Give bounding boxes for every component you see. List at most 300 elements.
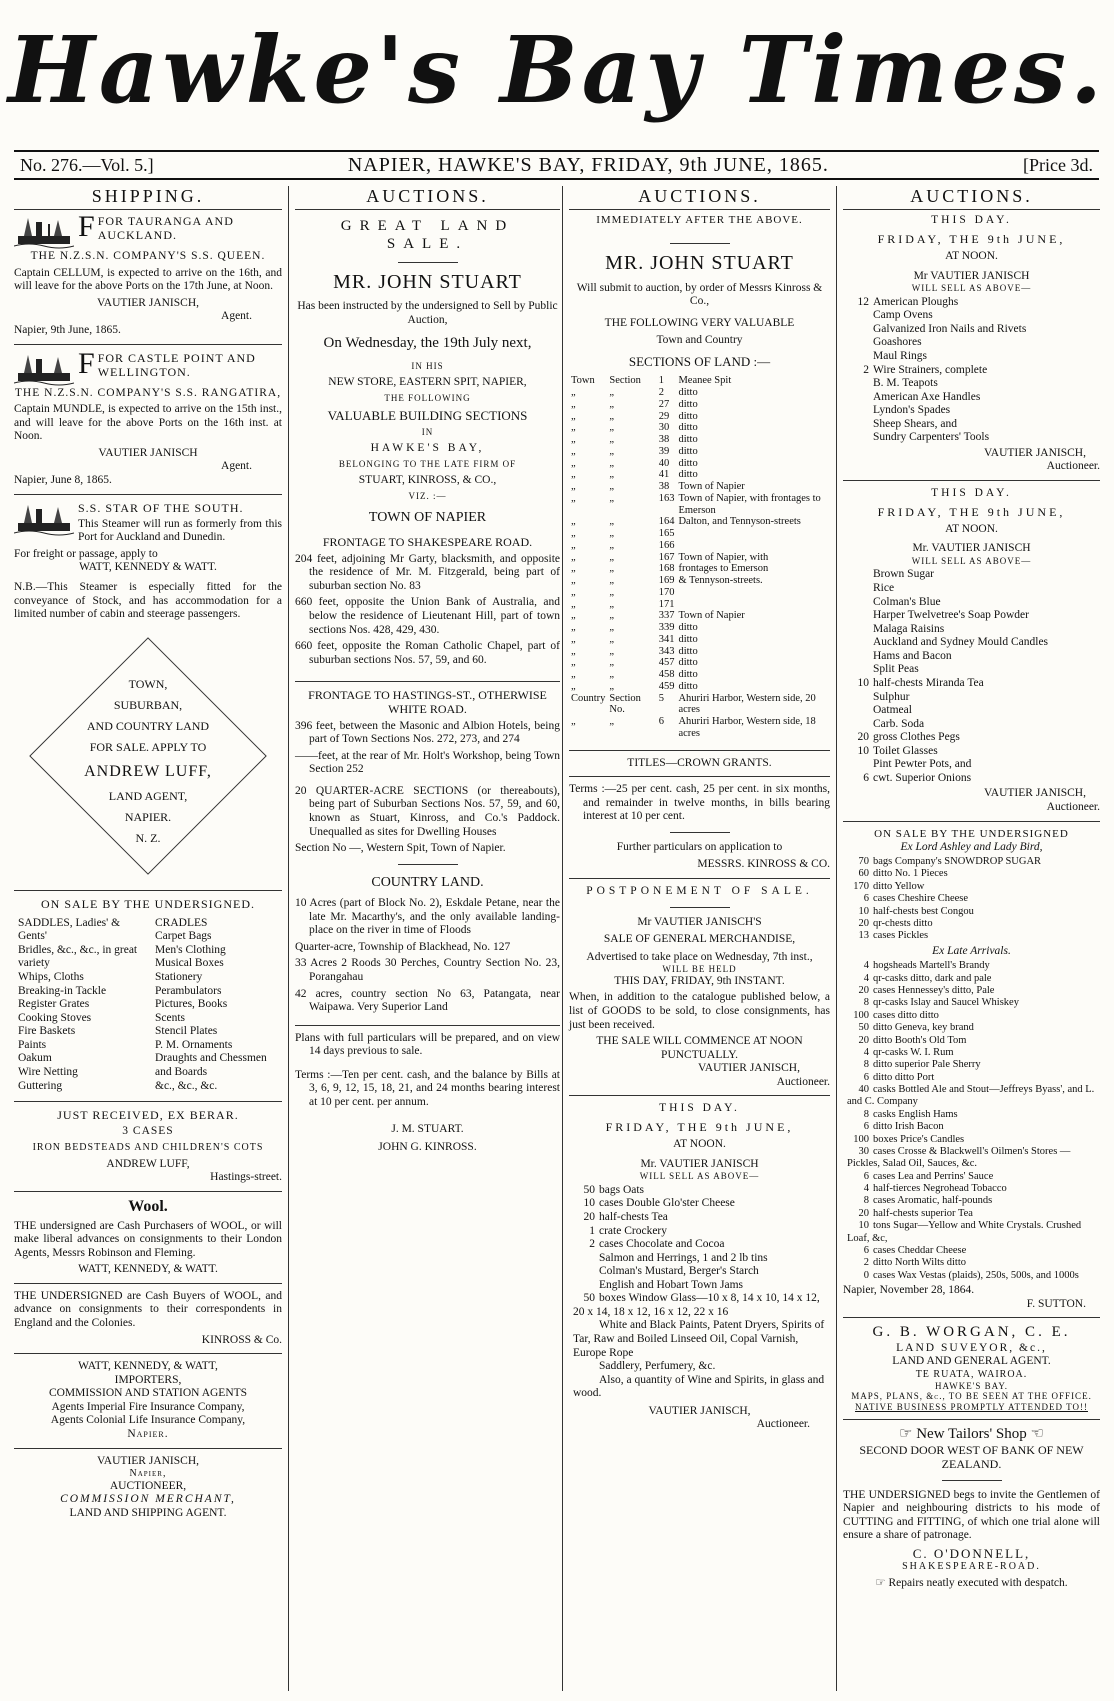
table-cell: 343 — [658, 645, 675, 657]
ship-ad-castlepoint: F FOR CASTLE POINT AND WELLINGTON. — [14, 351, 282, 387]
issue-number: No. 276.—Vol. 5.] — [20, 154, 154, 175]
table-cell: 171 — [658, 598, 675, 610]
pointing-hand-icon: ☞ — [899, 1425, 913, 1442]
messrs: MESSRS. KINROSS & CO. — [697, 858, 830, 871]
received-name: ANDREW LUFF, — [106, 1157, 190, 1170]
table-row — [569, 575, 830, 587]
list-item: Salmon and Herrings, 1 and 2 lb tins — [599, 1251, 768, 1264]
table-cell: „ — [571, 610, 576, 622]
table-cell: „ — [571, 645, 576, 657]
list-item: Galvanized Iron Nails and Rivets — [873, 322, 1027, 335]
list-item: Pint Pewter Pots, and — [873, 758, 972, 771]
list-item: 4 hogsheads Martell's Brandy — [863, 960, 990, 972]
list-item: Stencil Plates — [155, 1025, 218, 1038]
table-cell: „ — [609, 398, 615, 410]
table-cell: Dalton, and Tennyson-streets — [678, 516, 801, 528]
table-cell: ditto — [678, 445, 698, 457]
list-item: Register Grates — [18, 998, 90, 1011]
diamond-line: LAND AGENT, — [108, 788, 188, 803]
steamship-icon — [14, 214, 74, 250]
list-item: 8 casks English Hams — [863, 1108, 958, 1120]
list-item: 100 cases ditto ditto — [853, 1009, 939, 1021]
table-cell: ditto — [678, 410, 698, 422]
list-item: Colman's Blue — [873, 595, 941, 608]
list-item: Cooking Stoves — [18, 1011, 92, 1024]
list-item: 13 cases Pickles — [858, 930, 929, 942]
table-cell: 41 — [658, 469, 670, 481]
section-item: Section No —, Western Spit, Town of Napier. — [295, 842, 506, 855]
pointing-hand-icon: ☞ — [875, 1576, 886, 1589]
list-item: B. M. Teapots — [873, 377, 938, 390]
list-item: 4 qr-casks ditto, dark and pale — [863, 972, 992, 984]
table-cell: „ — [571, 716, 576, 728]
table-row — [569, 634, 830, 646]
goods-list — [573, 1184, 830, 1401]
wkw-line: COMMISSION AND STATION AGENTS — [48, 1387, 248, 1400]
wkw-name: WATT, KENNEDY, & WATT, — [78, 1360, 218, 1373]
table-row — [569, 563, 830, 575]
list-item: P. M. Ornaments — [155, 1038, 233, 1051]
noon-line: AT NOON. — [945, 522, 998, 535]
section-item: 660 feet, opposite the Roman Catholic Chapel, part of suburban sections Nos. 57, 59, and 60. — [295, 640, 560, 666]
table-cell: 167 — [658, 551, 675, 563]
ship-date: Napier, June 8, 1865. — [14, 473, 112, 486]
table-cell: „ — [571, 539, 576, 551]
table-cell: „ — [609, 680, 615, 692]
table-row — [569, 552, 830, 564]
table-cell: Ahuriri Harbor, Western side, 20 acres — [678, 692, 816, 716]
worgan-line: LAND AND GENERAL AGENT. — [892, 1355, 1051, 1368]
vj-line: Mr. VAUTIER JANISCH — [640, 1157, 759, 1170]
worgan-line: NATIVE BUSINESS PROMPTLY ATTENDED TO!! — [855, 1402, 1088, 1412]
tailor-body: THE UNDERSIGNED begs to invite the Gentlemen of Napier and neighbouring districts to his mode of CUTTING and FITTING, of which one trial alone will ensure a share of patronage. — [843, 1488, 1100, 1542]
table-cell: Section No. — [609, 692, 641, 716]
list-item: 6 cases Lea and Perrins' Sauce — [863, 1170, 994, 1182]
newspaper-title: Hawke's Bay Times. — [8, 16, 1106, 124]
auction-line: Town and Country — [656, 334, 743, 347]
list-item: 20 qr-chests ditto — [858, 917, 933, 929]
list-item: Maul Rings — [873, 349, 927, 362]
goods-list — [847, 960, 1100, 1282]
list-item: 50 bags Oats — [583, 1183, 645, 1196]
postponement-title: POSTPONEMENT OF SALE. — [586, 885, 813, 897]
table-cell: & Tennyson-streets. — [678, 575, 763, 587]
table-cell: 164 — [658, 516, 675, 528]
postpone-line: THIS DAY, FRIDAY, 9th INSTANT. — [614, 974, 785, 987]
list-item: 60 ditto No. 1 Pieces — [858, 868, 948, 880]
frontage-heading: FRONTAGE TO SHAKESPEARE ROAD. — [322, 534, 533, 549]
table-cell: 29 — [658, 410, 670, 422]
ship-body: Captain CELLUM, is expected to arrive on the 16th, and will leave for the above Ports on the 17th June, at Noon. — [14, 266, 282, 293]
worgan-line: HAWKE'S BAY. — [935, 1380, 1008, 1391]
received-place: Hastings-street. — [210, 1171, 282, 1184]
table-cell: „ — [609, 551, 615, 563]
noon-line: AT NOON. — [945, 249, 998, 262]
list-item: Bridles, &c., &c., in great variety — [18, 943, 138, 970]
table-cell: ditto — [678, 633, 698, 645]
table-cell: 39 — [658, 445, 670, 457]
table-cell: „ — [609, 657, 615, 669]
list-item: 6 cwt. Superior Onions — [863, 771, 972, 784]
auctions-heading: AUCTIONS. — [295, 186, 560, 210]
table-cell: „ — [609, 716, 615, 728]
ship-agent-role: Agent. — [221, 310, 252, 323]
auction-line: VALUABLE BUILDING SECTIONS — [327, 407, 528, 423]
land-sale-diamond — [28, 636, 268, 876]
list-item: English and Hobart Town Jams — [599, 1278, 743, 1291]
worgan-line: MAPS, PLANS, &c., TO BE SEEN AT THE OFFICE. — [851, 1391, 1092, 1402]
table-row — [569, 422, 830, 434]
table-row — [569, 469, 830, 481]
tailor-place: SHAKESPEARE-ROAD. — [902, 1561, 1041, 1573]
table-cell: 163 — [658, 492, 675, 504]
section-item: 660 feet, opposite the Union Bank of Australia, and below the residence of Lieutenant Hill, part of town sections Nos. 428, 429, 430. — [295, 596, 560, 636]
auction-line: HAWKE'S BAY, — [370, 441, 485, 454]
list-item: White and Black Paints, Patent Dryers, Spirits of Tar, Raw and Boiled Linseed Oil, Copal Varnish, Europe Rope — [573, 1319, 825, 1359]
this-day: THIS DAY. — [931, 487, 1012, 499]
list-item: 6 cases Cheddar Cheese — [863, 1244, 967, 1256]
table-cell: „ — [609, 492, 615, 504]
table-cell: Section — [609, 375, 641, 387]
table-cell: ditto — [678, 622, 698, 634]
column-1 — [14, 186, 282, 1691]
table-cell: 5 — [658, 692, 664, 704]
table-cell: „ — [609, 669, 615, 681]
auctions-heading: AUCTIONS. — [843, 186, 1100, 210]
list-item: 30 cases Crosse & Blackwell's Oilmen's Stores —Pickles, Salad Oil, Sauces, &c. — [847, 1145, 1071, 1170]
list-item: Carb. Soda — [873, 717, 925, 730]
ship-title: S.S. STAR OF THE SOUTH. — [78, 500, 244, 515]
list-item: Brown Sugar — [873, 568, 935, 581]
auction-line: SECTIONS OF LAND :— — [628, 354, 771, 370]
table-row — [569, 528, 830, 540]
table-cell — [676, 528, 830, 540]
diamond-agent-name: ANDREW LUFF, — [84, 762, 212, 780]
vj-line: COMMISSION MERCHANT, — [60, 1493, 236, 1506]
table-cell: 2 — [658, 387, 664, 399]
diamond-line: TOWN, — [128, 676, 168, 691]
table-row — [569, 434, 830, 446]
table-cell: „ — [571, 387, 576, 399]
goods-list — [847, 296, 1100, 445]
auction-title: IMMEDIATELY AFTER THE ABOVE. — [596, 214, 803, 227]
shipping-heading: SHIPPING. — [14, 186, 282, 210]
ship-agent: VAUTIER JANISCH, — [96, 296, 200, 309]
table-cell: „ — [609, 598, 615, 610]
table-row — [569, 411, 830, 423]
table-cell: 165 — [658, 528, 675, 540]
list-item: 20 half-chests superior Tea — [858, 1207, 973, 1219]
table-cell: „ — [609, 622, 615, 634]
table-cell: „ — [571, 669, 576, 681]
table-cell: ditto — [678, 669, 698, 681]
onsale-title: ON SALE BY THE UNDERSIGNED. — [41, 896, 255, 911]
worgan-line: TE RUATA, WAIROA. — [915, 1368, 1028, 1380]
table-cell: ditto — [678, 645, 698, 657]
table-row — [569, 399, 830, 411]
titles-note: TITLES—CROWN GRANTS. — [627, 756, 772, 769]
vj-name: VAUTIER JANISCH, — [96, 1454, 200, 1467]
auction-line: NEW STORE, EASTERN SPIT, NAPIER, — [328, 375, 527, 388]
tailor-title: New Tailors' Shop — [916, 1425, 1027, 1442]
table-cell: „ — [609, 445, 615, 457]
auction-title: GREAT LAND SALE. — [340, 218, 515, 252]
table-cell: Town of Napier — [678, 481, 745, 493]
section-item: 20 QUARTER-ACRE SECTIONS (or thereabouts), being part of Suburban Sections Nos. 57, 59, and 60, known as Stuart, Kinross, and Co.'s Paddock. Unequalled as sites for Dwelling Houses — [295, 784, 560, 838]
table-cell: „ — [571, 528, 576, 540]
table-cell: 459 — [658, 680, 675, 692]
table-cell: 341 — [658, 633, 675, 645]
postpone-line: Mr VAUTIER JANISCH'S — [637, 915, 762, 928]
further-note: Further particulars on application to — [616, 840, 783, 853]
this-day: THIS DAY. — [659, 1102, 740, 1115]
terms-note: Terms :—Ten per cent. cash, and the balance by Bills at 3, 6, 9, 12, 15, 18, 21, and 24 months bearing interest at 10 per cent. per annum. — [295, 1068, 560, 1108]
onsale-lists — [14, 915, 282, 1095]
table-cell: „ — [609, 610, 615, 622]
list-item: Pictures, Books — [155, 998, 228, 1011]
dateline — [14, 150, 1099, 180]
terms-note: Terms :—25 per cent. cash, 25 per cent. in six months, and remainder in twelve months, in bills bearing interest at 10 per cent. — [569, 783, 830, 823]
table-cell: „ — [609, 586, 615, 598]
onsale-sub: Ex Lord Ashley and Lady Bird, — [900, 840, 1043, 853]
table-cell: „ — [571, 457, 576, 469]
table-cell: „ — [609, 575, 615, 587]
friday-line: FRIDAY, THE 9th JUNE, — [605, 1119, 794, 1134]
signature: F. SUTTON. — [1026, 1297, 1086, 1310]
list-item: 40 casks Bottled Ale and Stout—Jeffreys Byass', and L. and C. Company — [847, 1084, 1095, 1108]
list-item: 10 half-chests best Congou — [858, 905, 974, 917]
table-cell — [676, 540, 830, 552]
table-cell: „ — [609, 387, 615, 399]
price: [Price 3d. — [1023, 154, 1093, 175]
auction-date: On Wednesday, the 19th July next, — [323, 335, 532, 352]
signature: VAUTIER JANISCH, — [983, 446, 1086, 459]
tailor-name: C. O'DONNELL, — [912, 1545, 1031, 1561]
list-item: Guttering — [18, 1079, 63, 1092]
goods-list — [847, 856, 1100, 943]
signature: JOHN G. KINROSS. — [378, 1141, 477, 1154]
auction-line: VIZ. :— — [408, 491, 447, 502]
onsale-date: Napier, November 28, 1864. — [843, 1284, 975, 1297]
diamond-line: AND COUNTRY LAND — [86, 718, 210, 733]
table-cell: „ — [571, 586, 576, 598]
table-cell: „ — [571, 398, 576, 410]
table-cell: Town of Napier — [678, 610, 745, 622]
list-item: 2 Wire Strainers, complete — [863, 363, 988, 376]
auction-line: IN — [421, 427, 434, 438]
place-date: NAPIER, HAWKE'S BAY, FRIDAY, 9th JUNE, 1865. — [347, 153, 829, 176]
table-cell: „ — [609, 434, 615, 446]
received-items: IRON BEDSTEADS AND CHILDREN'S COTS — [32, 1141, 264, 1153]
list-item: Rice — [873, 582, 895, 595]
table-row — [569, 646, 830, 658]
ship-company: THE N.Z.S.N. COMPANY'S S.S. QUEEN. — [30, 250, 266, 263]
table-cell: „ — [571, 410, 576, 422]
table-row — [569, 657, 830, 669]
masthead — [0, 0, 1114, 150]
diamond-line: SUBURBAN, — [113, 697, 183, 712]
list-item: Malaga Raisins — [873, 622, 945, 635]
list-item: Stationery — [155, 971, 203, 984]
tailor-sub: SECOND DOOR WEST OF BANK OF NEW ZEALAND. — [859, 1443, 1084, 1472]
list-item: 2 cases Chocolate and Cocoa — [589, 1238, 725, 1251]
column-4 — [836, 186, 1100, 1691]
will-sell: WILL SELL AS ABOVE— — [911, 283, 1032, 294]
list-item: Fire Baskets — [18, 1025, 76, 1038]
table-cell: 166 — [658, 539, 675, 551]
ship-ad-star — [14, 501, 282, 548]
wkw-line: IMPORTERS, — [114, 1373, 182, 1386]
signature-role: Auctioneer. — [1046, 460, 1100, 473]
list-item: 20 ditto Booth's Old Tom — [858, 1034, 967, 1046]
table-row — [569, 458, 830, 470]
table-cell: 168 — [658, 563, 675, 575]
wool-body: THE UNDERSIGNED are Cash Buyers of WOOL, and advance on consignments to their correspondents in England and the Colonies. — [14, 1289, 282, 1329]
onsale-left-list — [18, 917, 145, 1093]
list-item: Sulphur — [873, 690, 910, 703]
table-cell: „ — [571, 492, 576, 504]
table-cell: „ — [571, 657, 576, 669]
table-row — [569, 387, 830, 399]
table-cell: „ — [609, 469, 615, 481]
table-cell: Town — [571, 375, 595, 387]
list-item: Hams and Bacon — [873, 649, 952, 662]
table-cell: „ — [609, 563, 615, 575]
table-cell: 1 — [658, 375, 664, 387]
vj-line: Napier, — [129, 1468, 167, 1480]
auction-line: STUART, KINROSS, & CO., — [358, 473, 497, 486]
ship-body: This Steamer will run as formerly from this Port for Auckland and Dunedin. — [78, 517, 282, 544]
table-cell: 457 — [658, 657, 675, 669]
table-cell: „ — [609, 457, 615, 469]
table-row — [569, 587, 830, 599]
tailor-repairs: Repairs neatly executed with despatch. — [888, 1576, 1068, 1589]
list-item: Men's Clothing — [155, 943, 226, 956]
auction-intro: Has been instructed by the undersigned to Sell by Public Auction, — [297, 300, 558, 326]
received-title: JUST RECEIVED, EX BERAR. — [57, 1108, 239, 1123]
table-cell: „ — [609, 633, 615, 645]
ship-title: FOR TAURANGA AND AUCKLAND. — [97, 214, 234, 243]
auction-line: IN HIS — [411, 361, 444, 372]
table-cell: 169 — [658, 575, 675, 587]
list-item: 12 American Ploughs — [857, 295, 959, 308]
list-item: Harper Twelvetree's Soap Powder — [873, 609, 1029, 622]
wkw-line: Agents Colonial Life Insurance Company, — [50, 1414, 246, 1427]
list-item: 70 bags Company's SNOWDROP SUGAR — [858, 856, 1042, 868]
signature-role: Auctioneer. — [756, 1418, 810, 1431]
list-item: 10 cases Double Glo'ster Cheese — [583, 1197, 735, 1210]
diamond-line: N. Z. — [135, 830, 161, 845]
signature: VAUTIER JANISCH, — [648, 1404, 751, 1417]
table-cell: „ — [571, 575, 576, 587]
table-cell: „ — [609, 539, 615, 551]
auction-line: THE FOLLOWING — [384, 393, 471, 404]
country-item: 33 Acres 2 Roods 30 Perches, Country Section No. 23, Porangahau — [295, 957, 560, 983]
list-item: 4 half-tierces Negrohead Tobacco — [863, 1183, 1007, 1195]
postpone-line: WILL BE HELD — [662, 964, 737, 975]
table-cell: „ — [571, 422, 576, 434]
list-item: 8 cases Aromatic, half-pounds — [863, 1195, 993, 1207]
table-cell: ditto — [678, 680, 698, 692]
list-item: 10 tons Sugar—Yellow and White Crystals. Crushed Loaf, &c, — [847, 1220, 1082, 1244]
ship-body: Captain MUNDLE, is expected to arrive on the 15th inst., and will leave for the above Ports on the 16th inst. at Noon. — [14, 403, 282, 443]
table-row — [569, 375, 830, 387]
table-cell: „ — [609, 528, 615, 540]
country-item: Quarter-acre, Township of Blackhead, No. 127 — [295, 940, 511, 953]
table-row — [569, 681, 830, 693]
list-item: Scents — [155, 1011, 186, 1024]
tailor-title-row — [843, 1426, 1100, 1444]
table-cell: „ — [571, 633, 576, 645]
list-item: Carpet Bags — [155, 930, 212, 943]
list-item: 10 Toilet Glasses — [857, 744, 938, 757]
postpone-line: When, in addition to the catalogue published below, a list of GOODS to be sold, to close consignments, has just been received. — [569, 991, 830, 1031]
vj-line: AUCTIONEER, — [109, 1479, 187, 1492]
noon-line: AT NOON. — [673, 1138, 726, 1151]
auctions-heading: AUCTIONS. — [569, 186, 830, 210]
table-cell: 458 — [658, 669, 675, 681]
list-item: 0 cases Wax Vestas (plaids), 250s, 500s, and 1000s — [863, 1269, 1079, 1281]
wool-signature: KINROSS & Co. — [201, 1333, 282, 1346]
section-item: 204 feet, adjoining Mr Garty, blacksmith, and opposite the residence of Mr. M. Fitzgerald, being part of suburban section No. 83 — [295, 552, 560, 592]
town-heading: TOWN OF NAPIER — [368, 510, 487, 526]
list-item: 50 ditto Geneva, key brand — [858, 1022, 974, 1034]
onsale-title: ON SALE BY THE UNDERSIGNED — [874, 827, 1069, 840]
table-cell: ditto — [678, 422, 698, 434]
list-item: Whips, Cloths — [18, 971, 84, 984]
signature-role: Auctioneer. — [1046, 801, 1100, 814]
table-cell: „ — [571, 598, 576, 610]
table-cell: 38 — [658, 434, 670, 446]
table-cell: „ — [571, 469, 576, 481]
ship-company: THE N.Z.S.N. COMPANY'S S.S. RANGATIRA, — [14, 386, 282, 399]
table-cell: 339 — [658, 622, 675, 634]
auctioneer-name: MR. JOHN STUART — [333, 270, 522, 293]
list-item: Draughts and Chessmen and Boards — [155, 1052, 267, 1078]
vj-line: Mr. VAUTIER JANISCH — [912, 542, 1031, 555]
table-row — [569, 540, 830, 552]
list-item: Auckland and Sydney Mould Candles — [873, 636, 1049, 649]
this-day: THIS DAY. — [931, 214, 1012, 227]
table-cell: 38 — [658, 481, 670, 493]
table-cell: „ — [571, 622, 576, 634]
table-cell: 40 — [658, 457, 670, 469]
list-item: 8 qr-casks Islay and Saucel Whiskey — [863, 997, 1019, 1009]
list-item: &c., &c., &c. — [155, 1079, 218, 1092]
will-sell: WILL SELL AS ABOVE— — [911, 555, 1032, 566]
table-row — [569, 599, 830, 611]
will-sell: WILL SELL AS ABOVE— — [639, 1171, 760, 1182]
table-cell: 30 — [658, 422, 670, 434]
ship-agent: WATT, KENNEDY & WATT. — [79, 561, 217, 574]
wool-signature: WATT, KENNEDY, & WATT. — [78, 1263, 218, 1276]
auction-line: BELONGING TO THE LATE FIRM OF — [338, 459, 517, 470]
table-cell: „ — [609, 410, 615, 422]
pointing-hand-icon: ☜ — [1030, 1425, 1044, 1442]
list-item: Oatmeal — [873, 704, 912, 717]
tailor-repairs-row — [843, 1577, 1100, 1591]
list-item: American Axe Handles — [873, 390, 981, 403]
country-item: 10 Acres (part of Block No. 2), Eskdale Petane, near the late Mr. Macarthy's, and the only available landing-place on the river in time of Floods — [295, 897, 560, 937]
section-item: ——feet, at the rear of Mr. Holt's Workshop, being Town Section 252 — [295, 749, 560, 776]
list-item: Sheep Shears, and — [873, 417, 957, 430]
table-cell: „ — [609, 422, 615, 434]
list-item: 4 qr-casks W. I. Rum — [863, 1046, 954, 1058]
table-cell: „ — [571, 563, 576, 575]
ship-note: N.B.—This Steamer is especially fitted for the conveyance of Stock, and has accommodation for a limited number of cabin and steerage passengers. — [14, 580, 282, 621]
signature: J. M. STUART. — [391, 1123, 464, 1136]
table-cell: Meanee Spit — [678, 375, 732, 387]
